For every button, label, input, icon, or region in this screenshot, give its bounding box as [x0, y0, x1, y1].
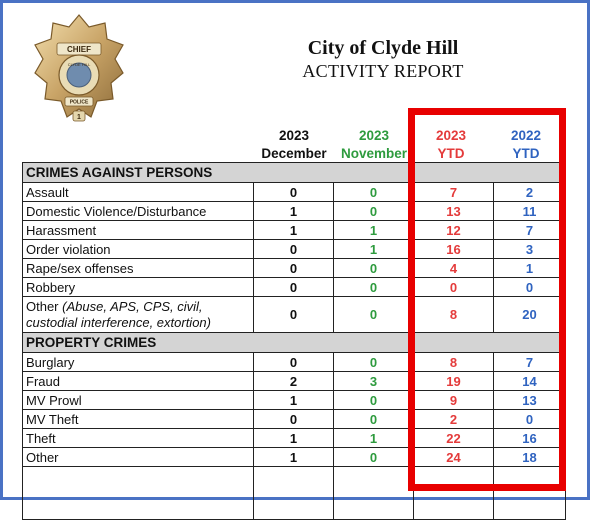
- november-value: 0: [334, 183, 414, 202]
- ytd-2022-value: 13: [494, 391, 566, 410]
- column-header-year: 2023: [358, 128, 390, 143]
- row-label-cell: [23, 297, 254, 333]
- november-value: 3: [334, 372, 414, 391]
- activity-table: [22, 162, 566, 520]
- column-header-year: 2023: [435, 128, 467, 143]
- badge-top-text: CHIEF: [67, 45, 91, 54]
- ytd-2022-value: 2: [494, 183, 566, 202]
- badge-number-text: 1: [77, 114, 81, 121]
- ytd-2022-value: 0: [494, 410, 566, 429]
- december-value: 0: [254, 297, 334, 333]
- table-row: [23, 221, 566, 240]
- row-label: Theft: [23, 429, 254, 448]
- ytd-2022-value: 0: [494, 278, 566, 297]
- november-value: 0: [334, 410, 414, 429]
- column-header-period: YTD: [437, 146, 465, 161]
- ytd-2022-value: 7: [494, 353, 566, 372]
- table-row: [23, 448, 566, 467]
- row-label: Harassment: [23, 221, 254, 240]
- ytd-2023-value: 0: [414, 278, 494, 297]
- column-header-period: November: [340, 146, 408, 161]
- december-value: 1: [254, 202, 334, 221]
- column-header-2023-ytd: [410, 127, 492, 163]
- november-value: 0: [334, 353, 414, 372]
- table-row: [23, 183, 566, 202]
- ytd-2022-value: 1: [494, 259, 566, 278]
- ytd-2023-value: 22: [414, 429, 494, 448]
- ytd-2023-value: 24: [414, 448, 494, 467]
- row-label: Assault: [23, 183, 254, 202]
- ytd-2023-value: 7: [414, 183, 494, 202]
- row-label: Rape/sex offenses: [23, 259, 254, 278]
- table-row: [23, 467, 566, 520]
- december-value: 0: [254, 410, 334, 429]
- row-note: (Abuse, APS, CPS, civil, custodial interference, extortion): [26, 298, 211, 330]
- row-label: MV Theft: [23, 410, 254, 429]
- section-header-row: [23, 333, 566, 353]
- ytd-2023-value: [414, 467, 494, 520]
- ytd-2022-value: 14: [494, 372, 566, 391]
- section-title: CRIMES AGAINST PERSONS: [23, 163, 566, 183]
- ytd-2023-value: 8: [414, 297, 494, 333]
- row-label-cell: [23, 467, 254, 520]
- november-value: 0: [334, 297, 414, 333]
- row-label: Burglary: [23, 353, 254, 372]
- table-row: [23, 353, 566, 372]
- table-row: [23, 429, 566, 448]
- ytd-2022-value: 16: [494, 429, 566, 448]
- row-label: Order violation: [23, 240, 254, 259]
- section-title: PROPERTY CRIMES: [23, 333, 566, 353]
- november-value: 1: [334, 240, 414, 259]
- ytd-2022-value: 3: [494, 240, 566, 259]
- ytd-2022-value: 18: [494, 448, 566, 467]
- december-value: 2: [254, 372, 334, 391]
- row-label: Other: [26, 298, 59, 314]
- table-row: [23, 372, 566, 391]
- column-header-period: December: [261, 146, 327, 161]
- table-row: [23, 259, 566, 278]
- november-value: 1: [334, 221, 414, 240]
- column-header-year: 2023: [278, 128, 310, 143]
- december-value: 1: [254, 221, 334, 240]
- november-value: 0: [334, 202, 414, 221]
- december-value: 1: [254, 429, 334, 448]
- december-value: 0: [254, 183, 334, 202]
- ytd-2023-value: 2: [414, 410, 494, 429]
- column-header-november: [334, 127, 414, 163]
- table-row: [23, 278, 566, 297]
- ytd-2023-value: 12: [414, 221, 494, 240]
- police-badge-icon: [31, 13, 127, 129]
- section-header-row: [23, 163, 566, 183]
- november-value: [334, 467, 414, 520]
- column-header-2022-ytd: [490, 127, 562, 163]
- badge-city-text: CLYDE HILL: [67, 62, 91, 67]
- ytd-2022-value: 20: [494, 297, 566, 333]
- table-row: [23, 297, 566, 333]
- december-value: 0: [254, 240, 334, 259]
- table-row: [23, 391, 566, 410]
- november-value: 0: [334, 259, 414, 278]
- ytd-2023-value: 9: [414, 391, 494, 410]
- column-header-period: YTD: [512, 146, 540, 161]
- column-header-year: 2022: [510, 128, 542, 143]
- report-title: City of Clyde Hill: [307, 37, 459, 59]
- ytd-2022-value: [494, 467, 566, 520]
- ytd-2023-value: 4: [414, 259, 494, 278]
- december-value: 0: [254, 278, 334, 297]
- december-value: 0: [254, 259, 334, 278]
- ytd-2022-value: 11: [494, 202, 566, 221]
- december-value: 1: [254, 391, 334, 410]
- table-row: [23, 240, 566, 259]
- table-row: [23, 202, 566, 221]
- row-label: Robbery: [23, 278, 254, 297]
- ytd-2023-value: 19: [414, 372, 494, 391]
- row-label: Fraud: [23, 372, 254, 391]
- column-header-december: [253, 127, 335, 163]
- badge-police-text: POLICE: [69, 99, 89, 106]
- december-value: 0: [254, 353, 334, 372]
- november-value: 1: [334, 429, 414, 448]
- row-label: Domestic Violence/Disturbance: [23, 202, 254, 221]
- ytd-2023-value: 13: [414, 202, 494, 221]
- report-subtitle: ACTIVITY REPORT: [302, 61, 464, 81]
- ytd-2023-value: 16: [414, 240, 494, 259]
- december-value: [254, 467, 334, 520]
- november-value: 0: [334, 448, 414, 467]
- november-value: 0: [334, 391, 414, 410]
- table-row: [23, 410, 566, 429]
- december-value: 1: [254, 448, 334, 467]
- row-label: MV Prowl: [23, 391, 254, 410]
- ytd-2022-value: 7: [494, 221, 566, 240]
- row-label: Other: [23, 448, 254, 467]
- november-value: 0: [334, 278, 414, 297]
- ytd-2023-value: 8: [414, 353, 494, 372]
